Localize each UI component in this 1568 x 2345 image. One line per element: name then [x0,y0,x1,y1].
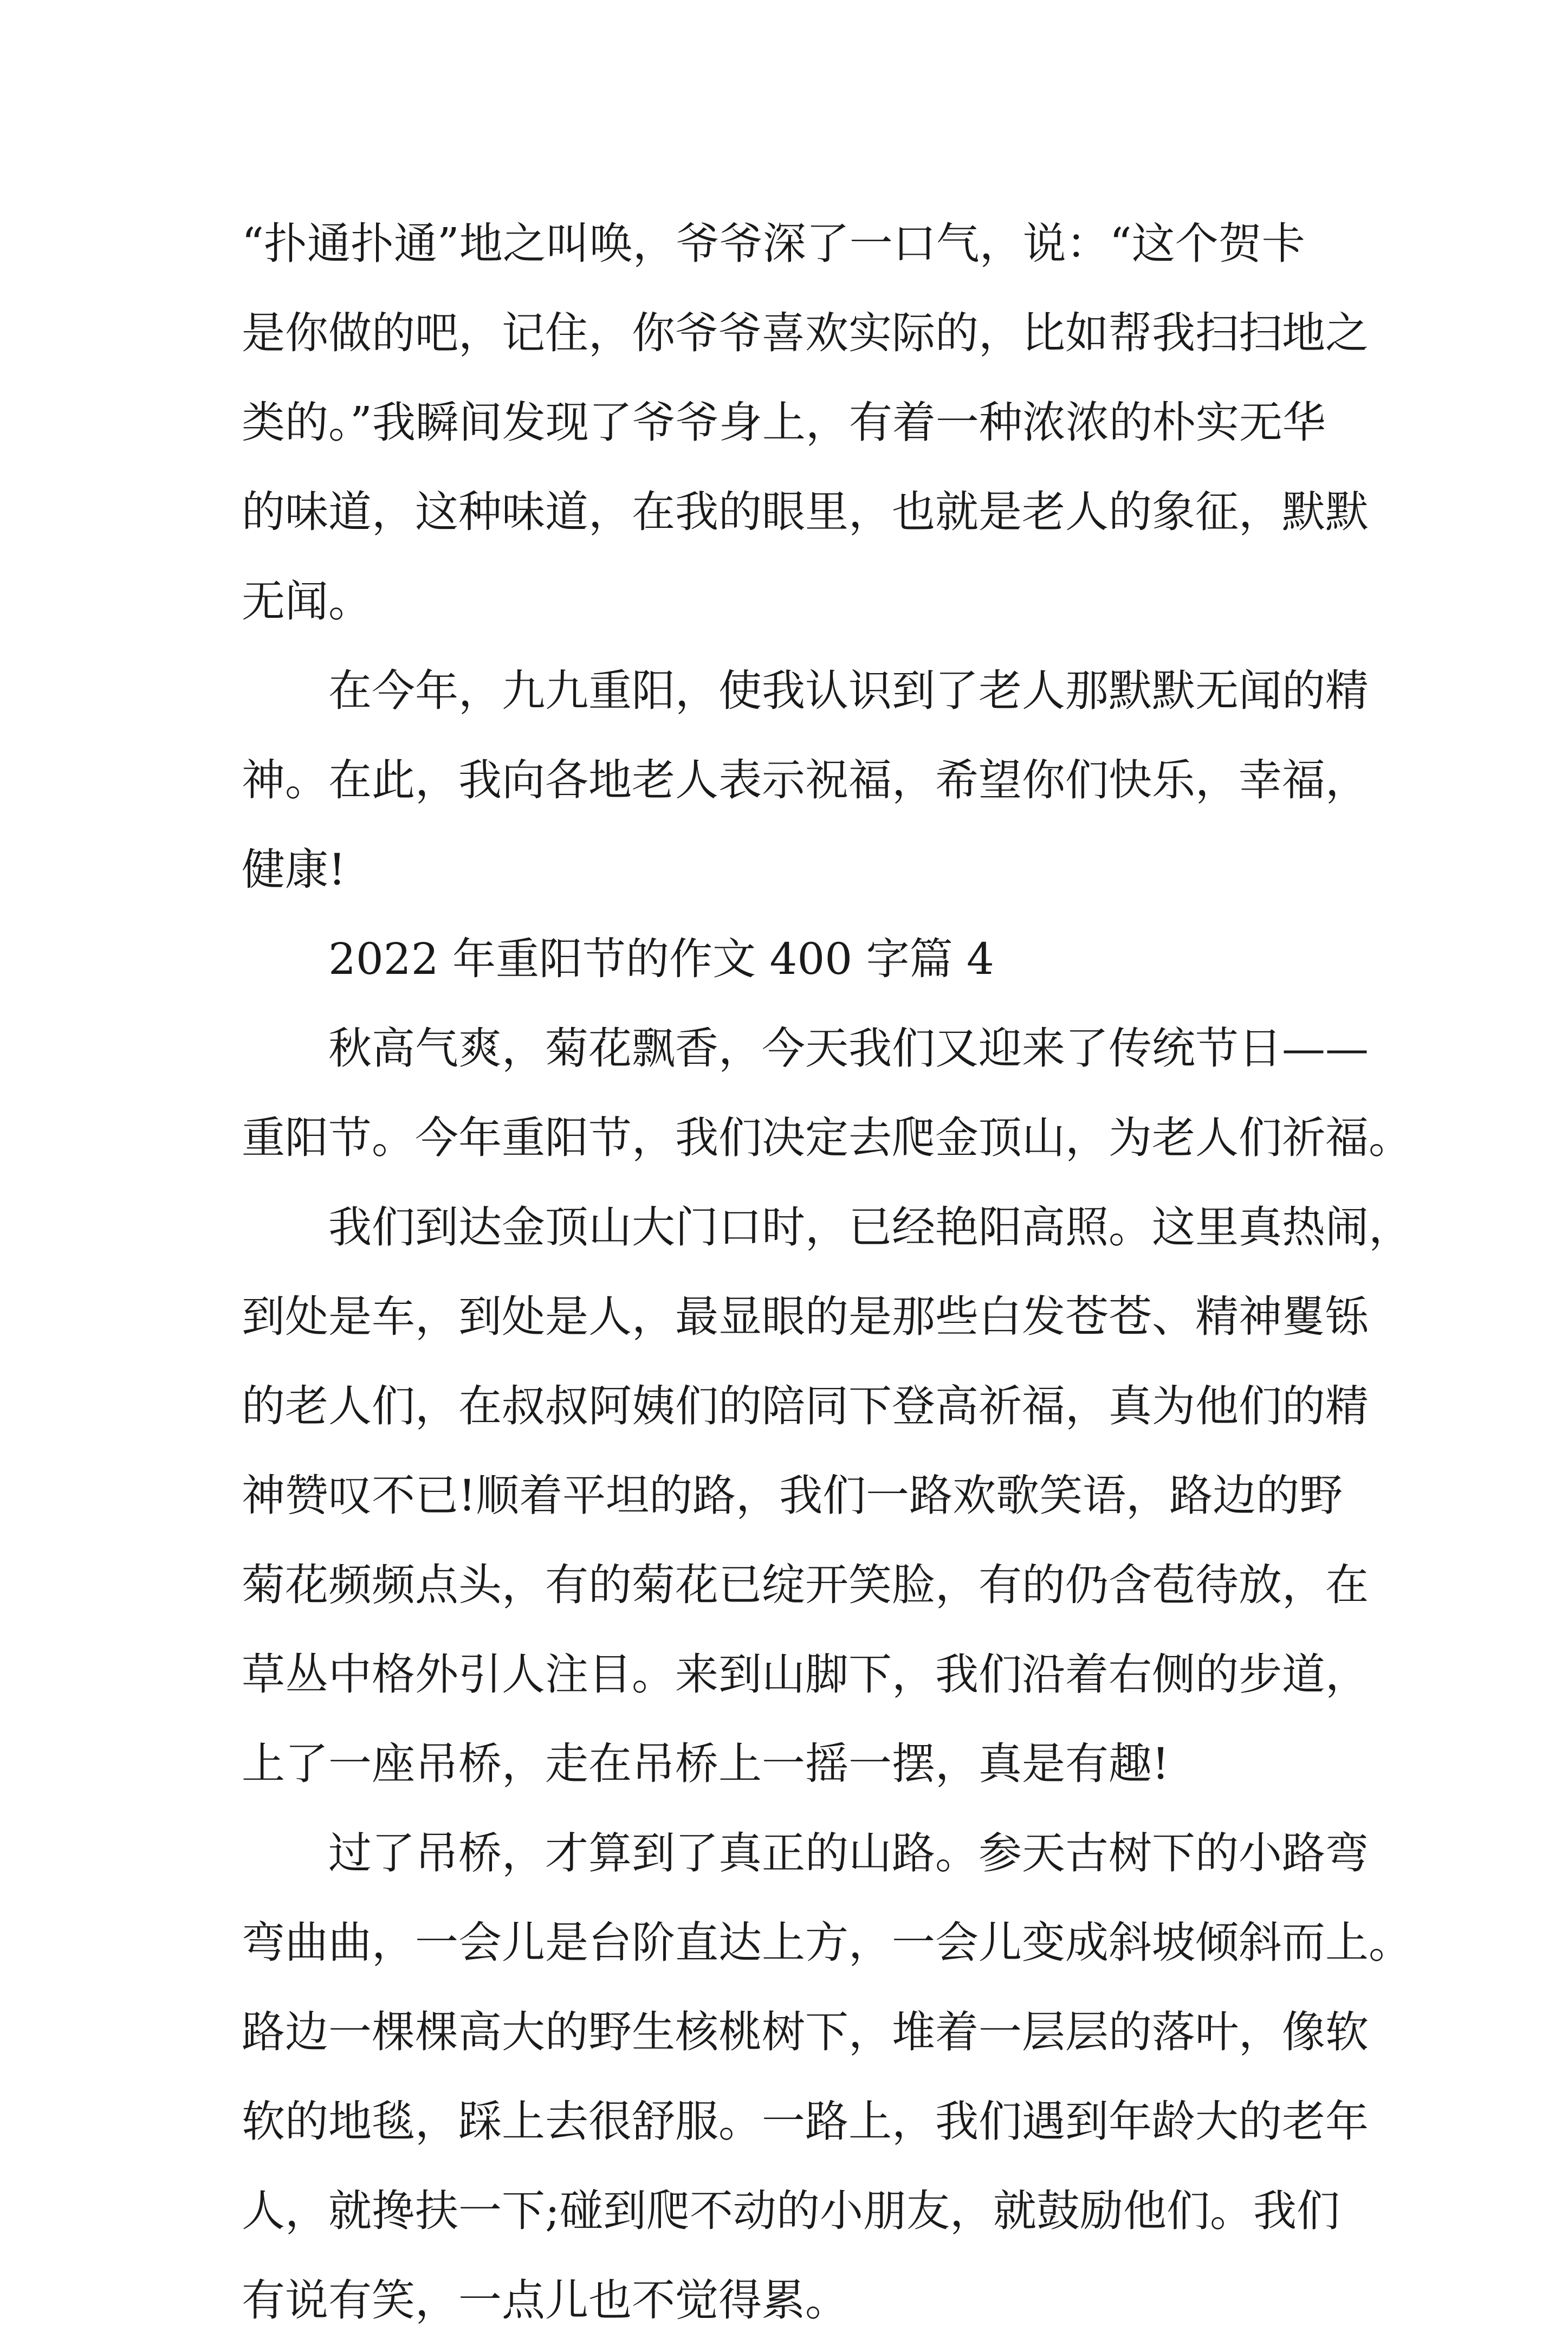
text-line: 重阳节。今年重阳节，我们决定去爬金顶山，为老人们祈福。 [242,1113,1412,1163]
text-line: 人，就搀扶一下;碰到爬不动的小朋友，就鼓励他们。我们 [242,2186,1340,2236]
text-line: 过了吊桥，才算到了真正的山路。参天古树下的小路弯 [328,1828,1369,1878]
text-line: 的味道，这种味道，在我的眼里，也就是老人的象征，默默 [242,487,1369,537]
text-line: 菊花频频点头，有的菊花已绽开笑脸，有的仍含苞待放，在 [242,1560,1369,1610]
text-line: 在今年，九九重阳，使我认识到了老人那默默无闻的精 [328,666,1369,716]
heading-text: 2022 年重阳节的作文 400 字篇 4 [328,934,994,984]
paragraph-2 [242,646,1369,914]
text-line: 草丛中格外引人注目。来到山脚下，我们沿着右侧的步道， [242,1649,1369,1700]
text-line: 我们到达金顶山大门口时，已经艳阳高照。这里真热闹， [328,1202,1412,1252]
text-line: 路边一棵棵高大的野生核桃树下，堆着一层层的落叶，像软 [242,2007,1369,2057]
text-line: 弯曲曲，一会儿是台阶直达上方，一会儿变成斜坡倾斜而上。 [242,1917,1412,1968]
text-line: 神。在此，我向各地老人表示祝福，希望你们快乐，幸福， [242,755,1369,805]
paragraph-4 [242,1183,1412,1808]
text-line: 上了一座吊桥，走在吊桥上一摇一摆，真是有趣! [242,1739,1170,1789]
paragraph-1 [242,199,1369,646]
text-line: “扑通扑通”地之叫唤，爷爷深了一口气，说：“这个贺卡 [242,218,1305,269]
text-line: 到处是车，到处是人，最显眼的是那些白发苍苍、精神矍铄 [242,1291,1369,1342]
text-line: 无闻。 [242,576,372,626]
text-line: 软的地毯，踩上去很舒服。一路上，我们遇到年龄大的老年 [242,2096,1369,2147]
text-line: 神赞叹不已!顺着平坦的路，我们一路欢歌笑语，路边的野 [242,1470,1343,1521]
section-heading [242,914,1342,1004]
text-line: 有说有笑，一点儿也不觉得累。 [242,2275,848,2325]
paragraph-3 [242,1004,1412,1183]
text-line: 类的。”我瞬间发现了爷爷身上，有着一种浓浓的朴实无华 [242,397,1326,448]
text-line: 是你做的吧，记住，你爷爷喜欢实际的，比如帮我扫扫地之 [242,308,1369,358]
text-line: 健康! [242,844,346,895]
text-line: 的老人们，在叔叔阿姨们的陪同下登高祈福，真为他们的精 [242,1381,1369,1431]
paragraph-5 [242,1808,1412,2345]
text-line: 秋高气爽，菊花飘香，今天我们又迎来了传统节日—— [328,1023,1369,1074]
document-body [242,199,1412,2345]
